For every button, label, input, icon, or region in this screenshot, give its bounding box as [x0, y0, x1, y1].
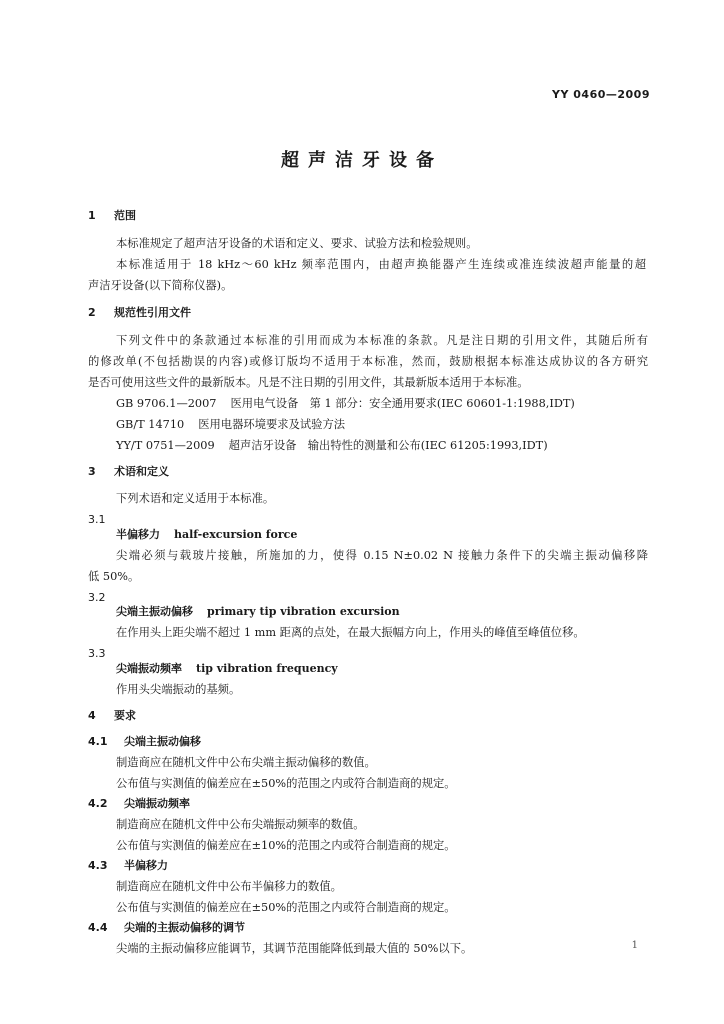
- section-1-paragraph-1: 本标准规定了超声洁牙设备的术语和定义、要求、试验方法和检验规则。: [116, 237, 478, 250]
- subsection-4-1-heading: 4.1 尖端主振动偏移: [88, 735, 201, 748]
- subsection-4-3-heading: 4.3 半偏移力: [88, 859, 168, 872]
- subsection-4-1-line-2: 公布值与实测值的偏差应在±50%的范围之内或符合制造商的规定。: [116, 777, 456, 790]
- reference-item: GB 9706.1—2007 医用电气设备 第 1 部分：安全通用要求(IEC 60601-1:1988,IDT): [116, 397, 575, 410]
- section-3-paragraph: 下列术语和定义适用于本标准。: [116, 492, 275, 505]
- subsection-4-4-line-1: 尖端的主振动偏移应能调节，其调节范围能降低到最大值的 50%以下。: [116, 942, 473, 955]
- document-title: 超声洁牙设备: [281, 150, 443, 171]
- term-3-3-title: 尖端振动频率 tip vibration frequency: [116, 662, 338, 675]
- reference-item: GB/T 14710 医用电器环境要求及试验方法: [116, 418, 346, 431]
- standard-code: YY 0460—2009: [552, 88, 650, 101]
- term-3-2-number: 3.2: [88, 591, 106, 604]
- page-number: 1: [631, 940, 638, 951]
- subsection-4-3-line-1: 制造商应在随机文件中公布半偏移力的数值。: [116, 880, 342, 893]
- subsection-4-4-heading: 4.4 尖端的主振动偏移的调节: [88, 921, 245, 934]
- section-2-paragraph-line-2: 的修改单(不包括勘误的内容)或修订版均不适用于本标准，然而，鼓励根据本标准达成协议的各方研究: [88, 355, 648, 368]
- section-3-heading: 3 术语和定义: [88, 465, 169, 478]
- term-3-1-title: 半偏移力 half-excursion force: [116, 528, 298, 541]
- section-2-heading: 2 规范性引用文件: [88, 306, 191, 319]
- term-3-1-definition-line-2: 低 50%。: [88, 570, 140, 583]
- section-1-heading: 1 范围: [88, 209, 136, 222]
- section-4-heading: 4 要求: [88, 709, 136, 722]
- section-2-paragraph-line-3: 是否可使用这些文件的最新版本。凡是不注日期的引用文件，其最新版本适用于本标准。: [88, 376, 529, 389]
- section-1-paragraph-2-line-1: 本标准适用于 18 kHz～60 kHz 频率范围内，由超声换能器产生连续或准连续波超声能量的超: [116, 258, 646, 271]
- term-3-3-definition: 作用头尖端振动的基频。: [116, 683, 241, 696]
- subsection-4-3-line-2: 公布值与实测值的偏差应在±50%的范围之内或符合制造商的规定。: [116, 901, 456, 914]
- subsection-4-2-line-2: 公布值与实测值的偏差应在±10%的范围之内或符合制造商的规定。: [116, 839, 456, 852]
- subsection-4-2-line-1: 制造商应在随机文件中公布尖端振动频率的数值。: [116, 818, 365, 831]
- term-3-3-number: 3.3: [88, 647, 106, 660]
- term-3-1-definition-line-1: 尖端必须与载玻片接触，所施加的力，使得 0.15 N±0.02 N 接触力条件下的尖端主振动偏移降: [116, 549, 648, 562]
- section-1-paragraph-2-line-2: 声洁牙设备(以下简称仪器)。: [88, 279, 233, 292]
- subsection-4-1-line-1: 制造商应在随机文件中公布尖端主振动偏移的数值。: [116, 756, 376, 769]
- reference-item: YY/T 0751—2009 超声洁牙设备 输出特性的测量和公布(IEC 61205:1993,IDT): [116, 439, 548, 452]
- subsection-4-2-heading: 4.2 尖端振动频率: [88, 797, 190, 810]
- term-3-2-definition: 在作用头上距尖端不超过 1 mm 距离的点处，在最大振幅方向上，作用头的峰值至峰值位移。: [116, 626, 585, 639]
- term-3-1-number: 3.1: [88, 513, 106, 526]
- term-3-2-title: 尖端主振动偏移 primary tip vibration excursion: [116, 605, 400, 618]
- section-2-paragraph-line-1: 下列文件中的条款通过本标准的引用而成为本标准的条款。凡是注日期的引用文件，其随后所有: [116, 334, 648, 347]
